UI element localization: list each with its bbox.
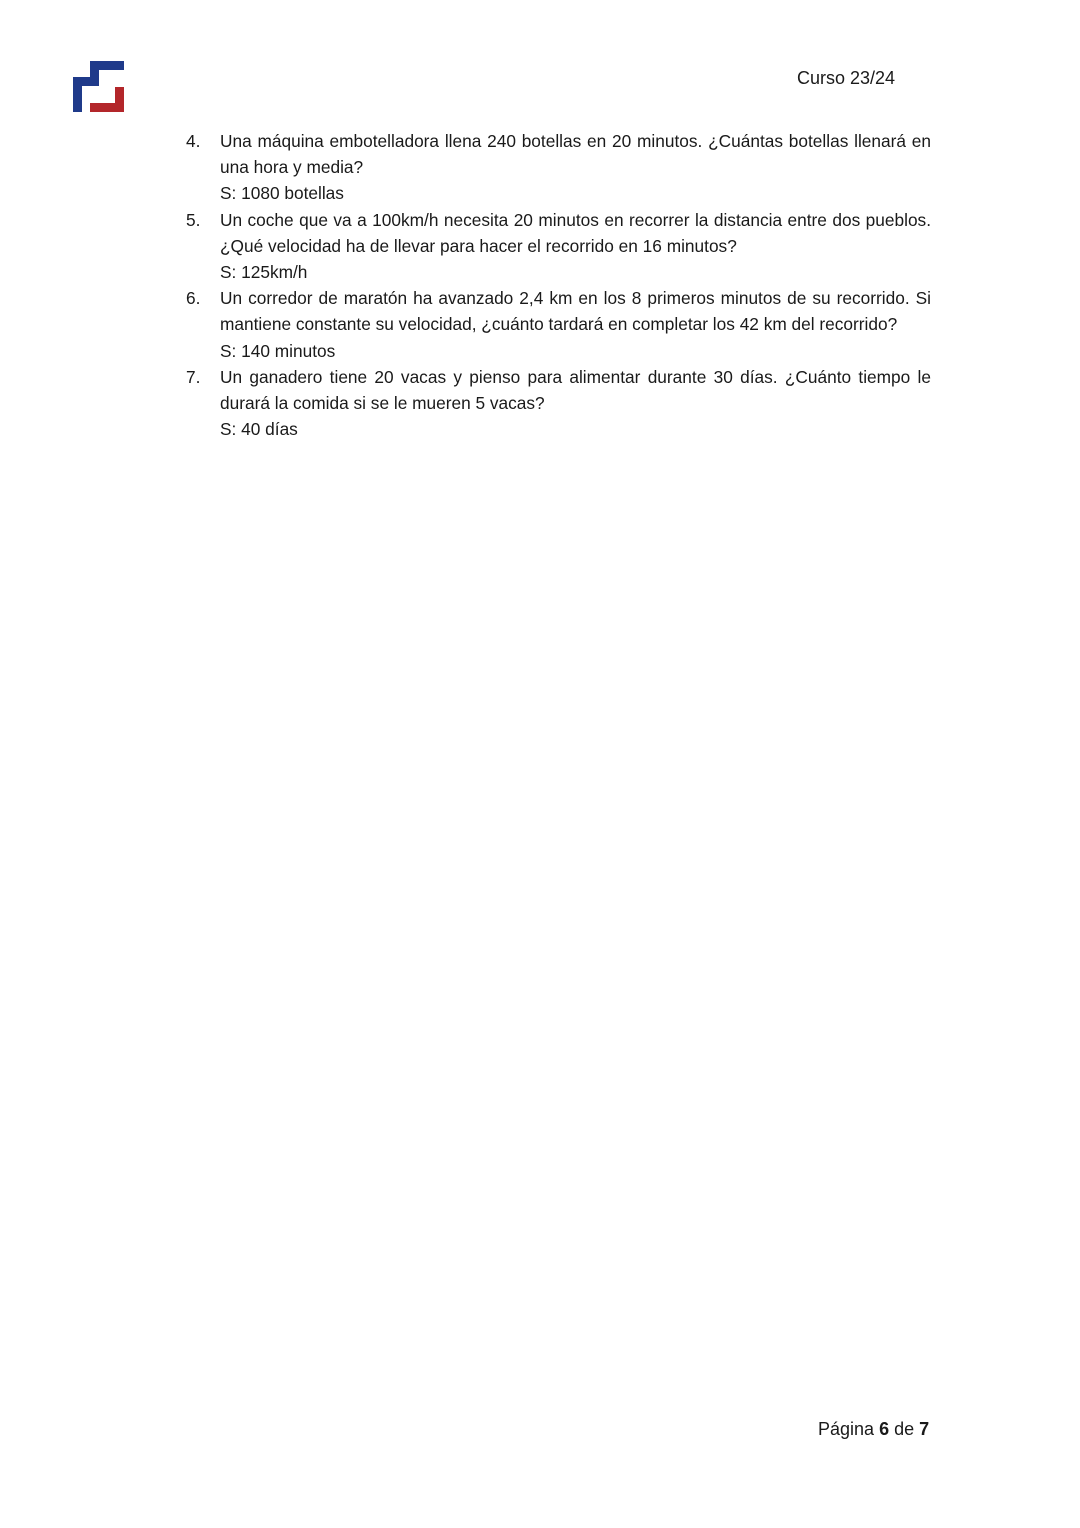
course-label: Curso 23/24 <box>797 68 896 88</box>
page-label: Página <box>818 1419 875 1439</box>
current-page-number: 6 <box>879 1419 890 1439</box>
problem-statement: Un coche que va a 100km/h necesita 20 minutos en recorrer la distancia entre dos pueblos. ¿Qué velocidad ha de llevar para hacer el recorrido en 16 minutos? <box>220 209 931 256</box>
problem-solution: S: 140 minutos <box>220 340 336 361</box>
page-of-label: de <box>894 1419 915 1439</box>
problem-item <box>186 207 931 286</box>
problem-solution: S: 1080 botellas <box>220 183 344 204</box>
logo-red-shape <box>90 87 124 112</box>
problem-statement: Un ganadero tiene 20 vacas y pienso para alimentar durante 30 días. ¿Cuánto tiempo le durará la comida si se le mueren 5 vacas? <box>220 366 931 414</box>
problem-statement: Un corredor de maratón ha avanzado 2,4 km en los 8 primeros minutos de su recorrido. Si mantiene constante su velocidad, ¿cuánto tardará en completar los 42 km del recorrido? <box>220 288 931 335</box>
problem-solution: S: 125km/h <box>220 262 308 283</box>
problem-number: 5. <box>186 209 201 230</box>
page-footer <box>818 1416 929 1442</box>
problem-item <box>186 364 931 443</box>
problem-number: 4. <box>186 131 201 151</box>
total-pages-number: 7 <box>919 1419 930 1439</box>
problem-item <box>186 128 931 207</box>
problem-statement: Una máquina embotelladora llena 240 botellas en 20 minutos. ¿Cuántas botellas llenará en una hora y media? <box>220 131 931 178</box>
problem-item <box>186 285 931 364</box>
problem-number: 6. <box>186 288 201 309</box>
problem-list <box>186 128 931 442</box>
problem-solution: S: 40 días <box>220 419 298 440</box>
problem-number: 7. <box>186 366 201 387</box>
institution-logo <box>73 61 125 113</box>
